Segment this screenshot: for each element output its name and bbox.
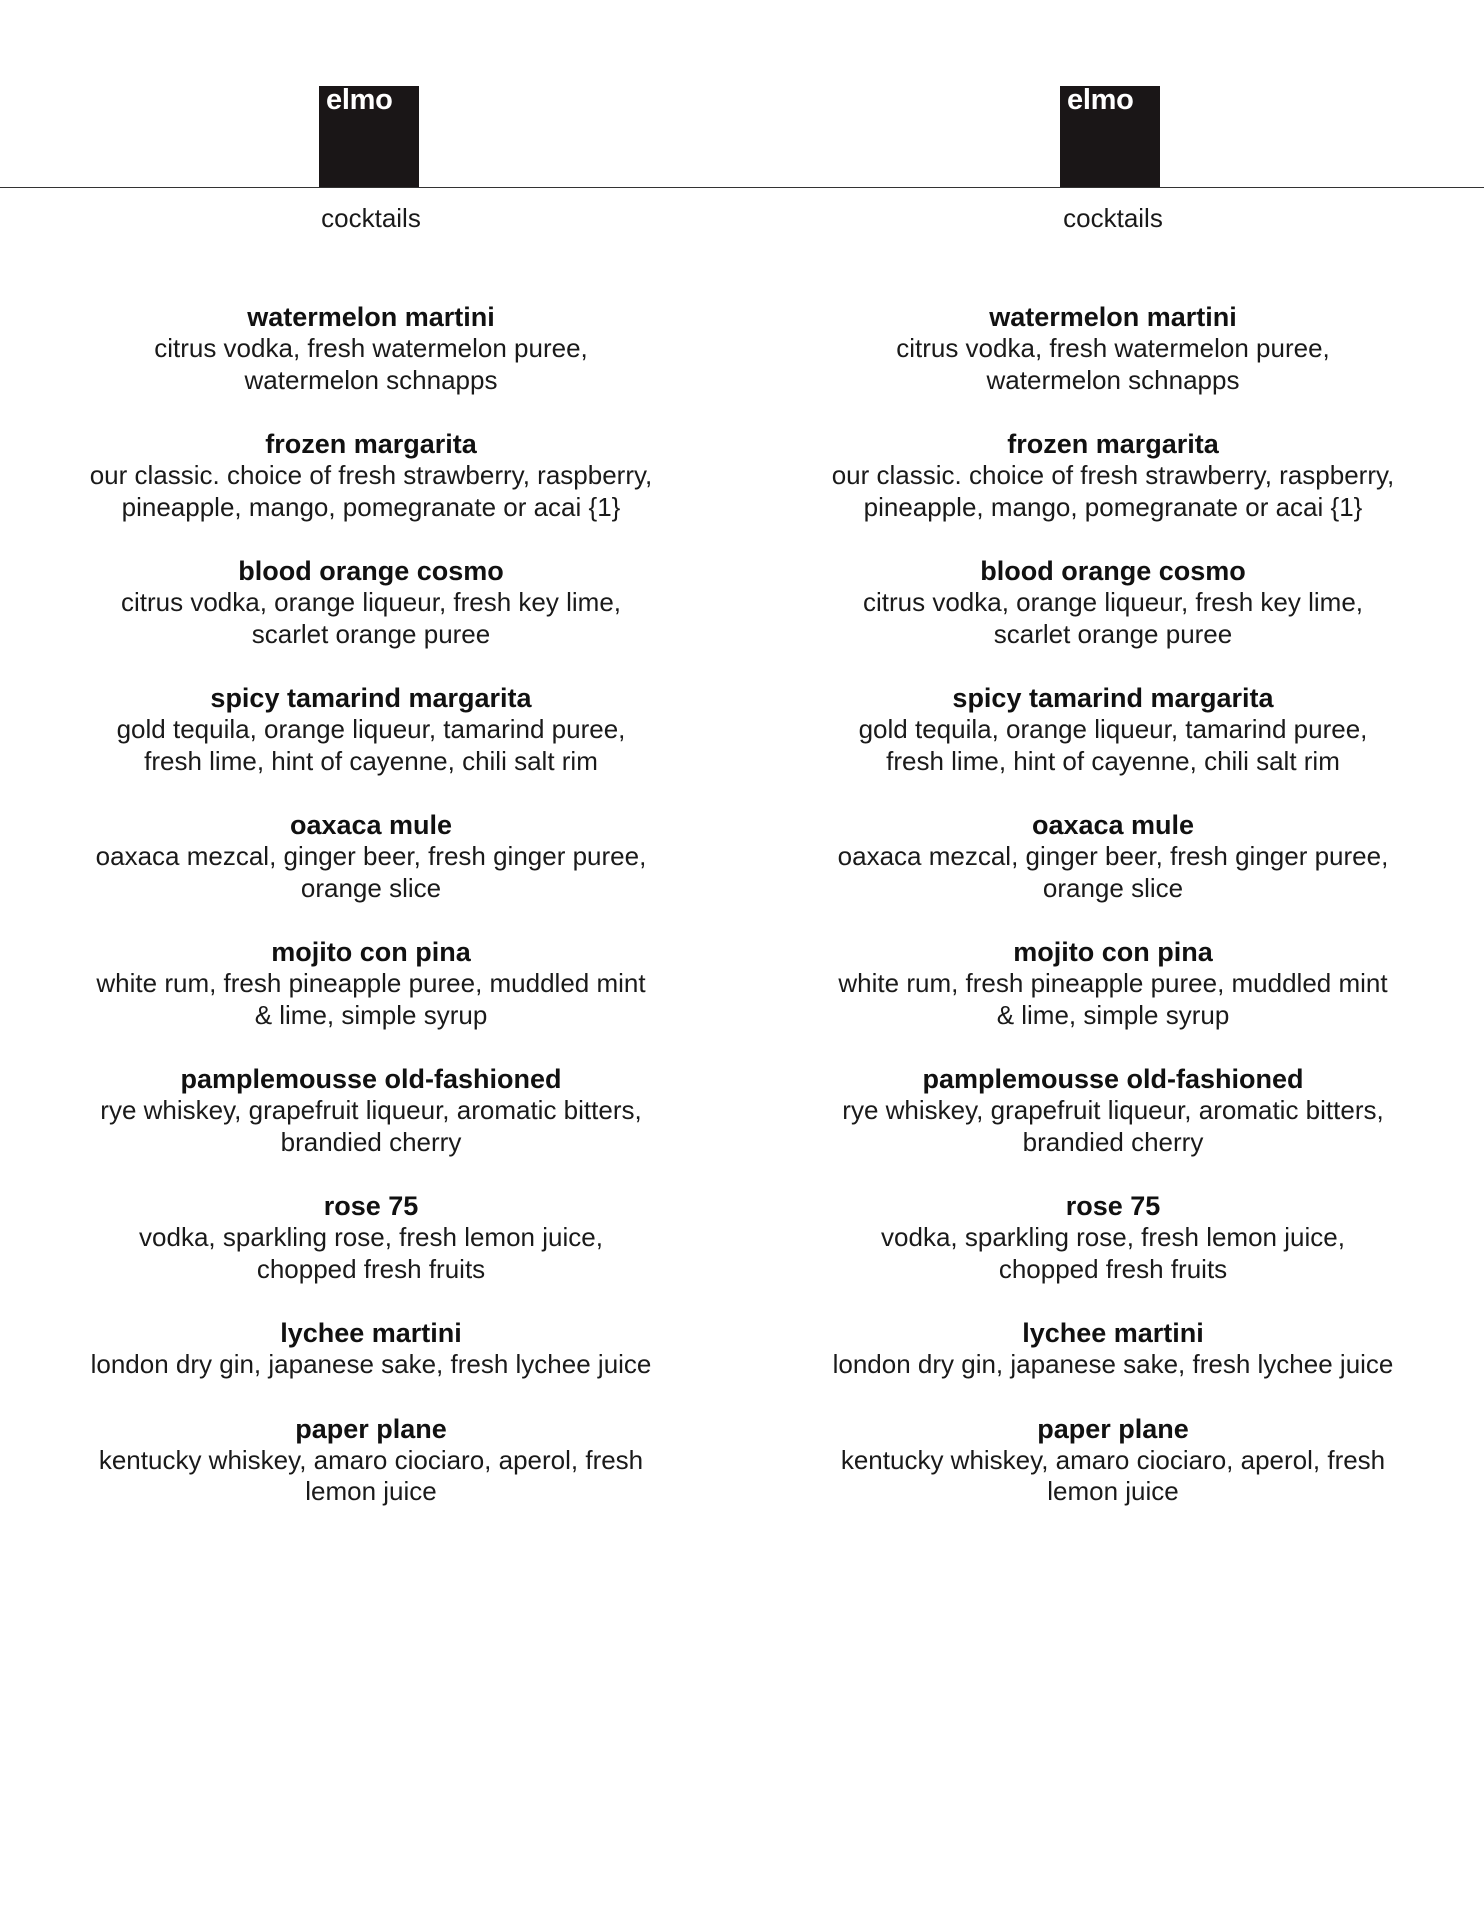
menu-item bbox=[742, 428, 1484, 523]
item-description bbox=[71, 460, 671, 523]
item-description-line: pineapple, mango, pomegranate or acai {1} bbox=[863, 491, 1363, 522]
item-description-line: orange slice bbox=[300, 872, 442, 903]
menu-item bbox=[0, 682, 742, 777]
item-name: paper plane bbox=[1037, 1413, 1189, 1444]
item-description bbox=[71, 1222, 671, 1285]
item-description-line: citrus vodka, orange liqueur, fresh key lime, bbox=[862, 587, 1364, 617]
item-description bbox=[71, 333, 671, 396]
item-description-line: brandied cherry bbox=[280, 1126, 462, 1157]
item-description-line: our classic. choice of fresh strawberry, raspberry, bbox=[89, 460, 653, 490]
item-description-line: vodka, sparkling rose, fresh lemon juice, bbox=[881, 1222, 1345, 1252]
item-description-line: & lime, simple syrup bbox=[996, 999, 1230, 1030]
menu-panel-right bbox=[742, 0, 1484, 1920]
menu-item bbox=[0, 301, 742, 396]
menu-item bbox=[0, 428, 742, 523]
item-name: lychee martini bbox=[1022, 1318, 1204, 1348]
item-name: lychee martini bbox=[280, 1318, 462, 1348]
item-name: watermelon martini bbox=[247, 302, 495, 332]
menu-item bbox=[742, 1063, 1484, 1158]
menu-item bbox=[0, 1063, 742, 1158]
item-description-line: scarlet orange puree bbox=[251, 618, 491, 649]
item-description-line: london dry gin, japanese sake, fresh lychee juice bbox=[90, 1349, 652, 1379]
item-description bbox=[813, 968, 1413, 1031]
item-description-line: london dry gin, japanese sake, fresh lychee juice bbox=[832, 1349, 1394, 1379]
item-name: pamplemousse old-fashioned bbox=[922, 1064, 1304, 1094]
item-name: rose 75 bbox=[323, 1191, 419, 1221]
item-description-line: gold tequila, orange liqueur, tamarind puree, bbox=[858, 714, 1368, 744]
item-description bbox=[813, 587, 1413, 650]
item-description-line: oaxaca mezcal, ginger beer, fresh ginger puree, bbox=[95, 841, 647, 871]
menu-item bbox=[0, 936, 742, 1031]
item-name: blood orange cosmo bbox=[980, 556, 1246, 586]
item-description bbox=[813, 460, 1413, 523]
cocktail-list bbox=[742, 301, 1484, 1540]
item-name: watermelon martini bbox=[989, 302, 1237, 332]
elmo-logo: elmo bbox=[1060, 86, 1160, 187]
menu-item bbox=[742, 1413, 1484, 1508]
item-description-line: white rum, fresh pineapple puree, muddled mint bbox=[96, 968, 646, 998]
item-description-line: orange slice bbox=[1042, 872, 1184, 903]
item-description bbox=[813, 1445, 1413, 1508]
item-description bbox=[813, 714, 1413, 777]
item-description-line: chopped fresh fruits bbox=[256, 1253, 486, 1284]
item-description-line: rye whiskey, grapefruit liqueur, aromatic bitters, bbox=[100, 1095, 642, 1125]
item-description-line: lemon juice bbox=[1047, 1476, 1179, 1506]
item-description-line: white rum, fresh pineapple puree, muddled mint bbox=[838, 968, 1388, 998]
menu-item bbox=[742, 936, 1484, 1031]
item-description bbox=[71, 714, 671, 777]
item-description-line: pineapple, mango, pomegranate or acai {1} bbox=[121, 491, 621, 522]
item-description bbox=[813, 1222, 1413, 1285]
item-name: paper plane bbox=[295, 1413, 447, 1444]
item-description bbox=[71, 1095, 671, 1158]
menu-item bbox=[0, 555, 742, 650]
item-description-line: citrus vodka, fresh watermelon puree, bbox=[154, 333, 588, 363]
menu-item bbox=[742, 809, 1484, 904]
menu-item bbox=[742, 1190, 1484, 1285]
menu-item bbox=[0, 1317, 742, 1381]
item-description-line: fresh lime, hint of cayenne, chili salt rim bbox=[886, 745, 1340, 776]
menu-item bbox=[742, 301, 1484, 396]
item-description-line: vodka, sparkling rose, fresh lemon juice, bbox=[139, 1222, 603, 1252]
item-description bbox=[71, 1349, 671, 1381]
item-description-line: kentucky whiskey, amaro ciociaro, aperol, fresh bbox=[840, 1444, 1386, 1475]
item-name: pamplemousse old-fashioned bbox=[180, 1064, 562, 1094]
item-description bbox=[813, 333, 1413, 396]
section-title: cocktails bbox=[321, 203, 421, 233]
item-description-line: fresh lime, hint of cayenne, chili salt rim bbox=[144, 745, 598, 776]
item-description bbox=[813, 1095, 1413, 1158]
item-description-line: rye whiskey, grapefruit liqueur, aromatic bitters, bbox=[842, 1095, 1384, 1125]
item-name: mojito con pina bbox=[271, 937, 471, 967]
item-name: frozen margarita bbox=[265, 429, 477, 459]
elmo-logo: elmo bbox=[319, 86, 419, 187]
menu-item bbox=[742, 1317, 1484, 1381]
item-description-line: watermelon schnapps bbox=[244, 364, 498, 395]
section-title: cocktails bbox=[1063, 203, 1163, 233]
item-name: blood orange cosmo bbox=[238, 556, 504, 586]
cocktail-list bbox=[0, 301, 742, 1540]
item-name: mojito con pina bbox=[1013, 937, 1213, 967]
item-name: rose 75 bbox=[1065, 1191, 1161, 1221]
item-description bbox=[71, 841, 671, 904]
item-description-line: oaxaca mezcal, ginger beer, fresh ginger puree, bbox=[837, 841, 1389, 871]
item-description-line: chopped fresh fruits bbox=[998, 1253, 1228, 1284]
item-name: oaxaca mule bbox=[289, 810, 453, 840]
menu-item bbox=[0, 1190, 742, 1285]
item-description-line: brandied cherry bbox=[1022, 1126, 1204, 1157]
item-description-line: & lime, simple syrup bbox=[254, 999, 488, 1030]
item-description-line: watermelon schnapps bbox=[986, 364, 1240, 395]
item-description bbox=[71, 587, 671, 650]
menu-item bbox=[0, 1413, 742, 1508]
item-description-line: citrus vodka, fresh watermelon puree, bbox=[896, 333, 1330, 363]
item-name: spicy tamarind margarita bbox=[210, 683, 532, 713]
menu-item bbox=[742, 682, 1484, 777]
item-description bbox=[71, 968, 671, 1031]
item-description bbox=[813, 1349, 1413, 1381]
item-name: oaxaca mule bbox=[1031, 810, 1195, 840]
item-description-line: kentucky whiskey, amaro ciociaro, aperol, fresh bbox=[98, 1444, 644, 1475]
menu-item bbox=[0, 809, 742, 904]
menu-item bbox=[742, 555, 1484, 650]
item-name: spicy tamarind margarita bbox=[952, 683, 1274, 713]
item-name: frozen margarita bbox=[1007, 429, 1219, 459]
item-description-line: lemon juice bbox=[305, 1476, 437, 1506]
item-description bbox=[71, 1445, 671, 1508]
item-description-line: scarlet orange puree bbox=[993, 618, 1233, 649]
item-description-line: citrus vodka, orange liqueur, fresh key lime, bbox=[120, 587, 622, 617]
item-description bbox=[813, 841, 1413, 904]
item-description-line: gold tequila, orange liqueur, tamarind puree, bbox=[116, 714, 626, 744]
item-description-line: our classic. choice of fresh strawberry, raspberry, bbox=[831, 460, 1395, 490]
